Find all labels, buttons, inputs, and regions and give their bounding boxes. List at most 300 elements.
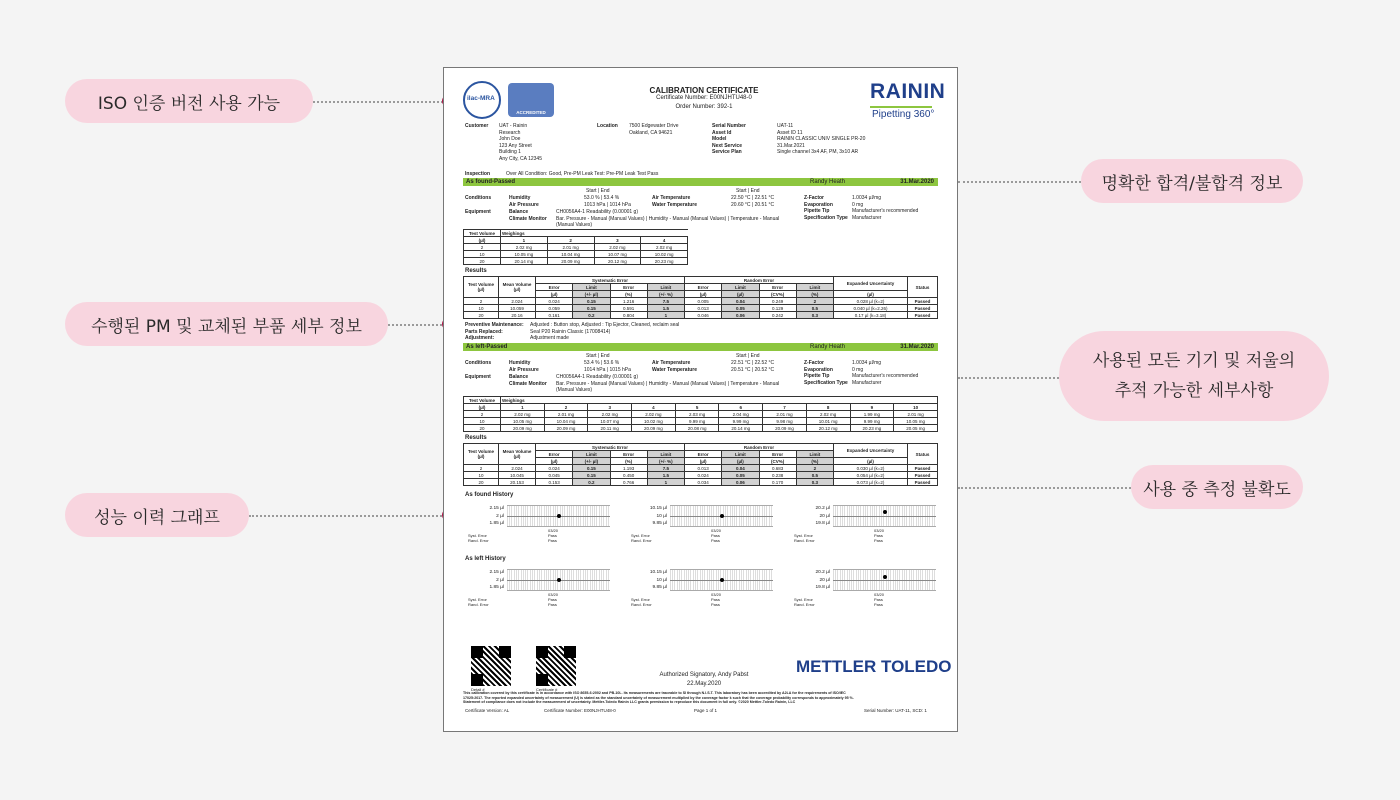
specification-type-value: Manufacturer <box>852 379 882 386</box>
customer-line: Any City, CA 12345 <box>499 155 542 162</box>
cell: 2.02 mg <box>641 244 688 251</box>
cell: 20.14 mg <box>501 258 548 265</box>
preventive-maintenance-label: Preventive Maintenance: <box>465 322 524 328</box>
sub-head: Limit <box>796 284 833 291</box>
y-tick-label: 2.15 µl <box>489 506 504 511</box>
cell: 0.024 <box>685 472 722 479</box>
history-chart-left-20ul <box>790 569 940 593</box>
sub-head: Limit <box>722 451 759 458</box>
cell: 2.01 mg <box>894 411 938 418</box>
cell: 0.054 µl (k=2) <box>834 472 908 479</box>
serial-number-label: Serial Number <box>712 123 746 129</box>
fine-print-line: This calibration covered by this certificate is in accordance with ISO 8655-6:2002 and PB-10L. Its measurements are traceable to SI through N.I.S.T. This laboratory has been accredited by A2LA for the requirements of ISO/IEC <box>463 691 846 695</box>
sub-head: Limit <box>796 451 833 458</box>
cell: 2.02 mg <box>588 411 632 418</box>
cell: 0.450 <box>610 472 647 479</box>
adjustment-label: Adjustment: <box>465 335 495 341</box>
results-head-systematic: Systematic Error <box>536 444 685 451</box>
water-temperature-label: Water Temperature <box>652 202 698 208</box>
unit: (+/- µl) <box>573 291 610 298</box>
cell: 2 <box>796 298 833 305</box>
found-startend-1: Start | End <box>586 188 610 194</box>
sub-head: Error <box>536 284 573 291</box>
cell: 2.02 mg <box>501 411 545 418</box>
cell: 20.23 mg <box>641 258 688 265</box>
plot-area <box>507 505 610 527</box>
location-label: Location <box>597 123 618 129</box>
status-cell: Passed <box>908 298 938 305</box>
cell: 0.013 <box>685 465 722 472</box>
history-values <box>548 592 558 607</box>
z-factor-value: 1.0034 µl/mg <box>852 360 882 366</box>
as-found-status-bar <box>463 178 938 186</box>
callout-pm: 수행된 PM 및 교체된 부품 세부 정보 <box>65 302 388 346</box>
callout-graph: 성능 이력 그래프 <box>65 493 249 537</box>
rainin-underline <box>870 106 932 108</box>
y-tick-label: 2 µl <box>496 513 504 519</box>
cell: 2.02 mg <box>806 411 850 418</box>
found-spec-values <box>852 195 918 221</box>
history-date: 03/20 <box>874 592 885 597</box>
as-left-history-title: As left History <box>465 556 506 562</box>
y-tick-labels <box>464 505 504 528</box>
cell: 2.01 mg <box>544 411 588 418</box>
history-row-labels <box>794 533 815 543</box>
rand-error-label: Rand. Error <box>794 538 815 543</box>
cell: 0.3 <box>796 312 833 319</box>
table-row <box>464 411 938 418</box>
history-pass: Pass <box>874 533 883 538</box>
qr-certificate-label: Certificate # <box>536 687 558 692</box>
left-conditions-label: Conditions <box>465 360 492 366</box>
cell: 2.03 mg <box>675 411 719 418</box>
pipette-tip-value: Manufacturer's recommended <box>852 208 919 214</box>
history-chart-found-2ul <box>464 505 614 529</box>
sub-head: Limit <box>647 284 684 291</box>
cell: 20.23 mg <box>850 425 894 432</box>
y-tick-label: 10.15 µl <box>649 506 667 511</box>
plot-area <box>670 505 773 527</box>
evaporation-value: 0 mg <box>852 366 864 373</box>
z-factor-label: Z-Factor <box>804 195 824 201</box>
syst-error-label: Syst. Error <box>794 533 813 538</box>
cell: 20.08 mg <box>675 425 719 432</box>
cell: 10.02 mg <box>641 251 688 258</box>
sub-head: Limit <box>647 451 684 458</box>
y-tick-label: 20 µl <box>819 577 830 583</box>
as-left-weighings-table <box>463 396 938 432</box>
customer-line: Research <box>499 129 521 136</box>
left-air-temperature-value: 22.51 °C | 22.52 °C <box>731 360 775 366</box>
cell: 20 <box>464 425 501 432</box>
table-row <box>464 418 938 425</box>
cell: 20.09 mg <box>547 258 594 265</box>
status-cell: Passed <box>908 312 938 319</box>
cell: 20.09 mg <box>544 425 588 432</box>
cell: 10 <box>464 418 501 425</box>
unit: (%) <box>610 458 647 465</box>
cell: 0.2 <box>573 312 610 319</box>
table-row <box>464 312 938 319</box>
customer-line: Building 1 <box>499 149 521 155</box>
plot-area <box>833 569 936 591</box>
connector-iso <box>313 101 447 103</box>
cell: 10.02 mg <box>632 418 676 425</box>
cell: 0.249 <box>759 298 796 305</box>
cell: 0.05 <box>722 472 759 479</box>
history-pass: Pass <box>874 597 883 602</box>
inspection-label: Inspection <box>465 171 491 177</box>
asset-labels <box>712 123 772 156</box>
unit: (%) <box>796 291 833 298</box>
y-tick-label: 10 µl <box>656 577 667 583</box>
cell: 2 <box>464 465 499 472</box>
cell: 0.028 µl (k=2) <box>834 298 908 305</box>
y-tick-label: 2.15 µl <box>489 570 504 575</box>
history-values <box>711 528 721 543</box>
data-point <box>557 578 561 582</box>
z-factor-value: 1.0034 µl/mg <box>852 195 882 201</box>
fine-print <box>463 691 941 705</box>
results-head-volume: Test Volume (µl) <box>464 444 499 465</box>
weigh-head-volume: Test Volume <box>464 230 501 237</box>
left-spec-values <box>852 360 918 386</box>
serial-number-value: UAT-11 <box>777 123 794 129</box>
cell: 20.05 mg <box>894 425 938 432</box>
history-values <box>548 528 558 543</box>
table-row <box>464 479 938 486</box>
history-pass: Pass <box>711 538 720 543</box>
cell: 0.059 <box>536 305 573 312</box>
history-pass: Pass <box>711 533 720 538</box>
y-tick-label: 2 µl <box>496 577 504 583</box>
air-temperature-label: Air Temperature <box>652 195 691 201</box>
y-tick-labels <box>464 569 504 592</box>
callout-uncertainty: 사용 중 측정 불확도 <box>1131 465 1303 509</box>
y-tick-label: 20 µl <box>819 513 830 519</box>
unit: (µl) <box>536 458 573 465</box>
evaporation-label: Evaporation <box>804 366 833 373</box>
cell: 0.073 µl (k=2) <box>834 479 908 486</box>
cell: 0.170 <box>759 479 796 486</box>
as-found-results-title: Results <box>465 268 487 274</box>
cell: 9.98 mg <box>763 418 807 425</box>
history-date: 03/20 <box>711 592 722 597</box>
rand-error-label: Rand. Error <box>468 538 489 543</box>
unit: (µl) <box>722 291 759 298</box>
rand-error-label: Rand. Error <box>468 602 489 607</box>
rainin-tagline: Pipetting 360° <box>872 109 935 120</box>
cell: 20.12 mg <box>594 258 641 265</box>
service-plan-label: Service Plan <box>712 149 742 155</box>
cell: 0.024 <box>536 465 573 472</box>
cell: 0.591 <box>610 305 647 312</box>
table-row <box>464 425 938 432</box>
next-service-label: Next Service <box>712 142 743 149</box>
signature-date: 22.May.2020 <box>686 681 722 687</box>
left-air-pressure-label: Air Pressure <box>509 367 539 373</box>
serial-number-footer: Serial Number: UAT-11, SCD: 1 <box>864 708 927 713</box>
cell: 7.5 <box>647 298 684 305</box>
data-point <box>883 575 887 579</box>
qr-detail-label: Detail # <box>471 687 485 692</box>
cell: 0.046 <box>685 312 722 319</box>
history-chart-found-10ul <box>627 505 777 529</box>
pipette-tip-label: Pipette Tip <box>804 373 830 379</box>
climate-monitor-label: Climate Monitor <box>509 216 547 222</box>
y-tick-label: 20.2 µl <box>815 570 830 575</box>
qr-code-certificate <box>536 646 576 686</box>
history-pass: Pass <box>711 602 720 607</box>
status-cell: Passed <box>908 465 938 472</box>
cell: 1 <box>647 479 684 486</box>
cell: 20.153 <box>499 479 536 486</box>
cell: 0.3 <box>796 479 833 486</box>
plot-area <box>833 505 936 527</box>
history-row-labels <box>468 597 489 607</box>
history-values <box>711 592 721 607</box>
as-found-date: 31.Mar.2020 <box>900 179 934 185</box>
climate-monitor-value-2: (Manual Values) <box>556 222 593 228</box>
cell: 10 <box>464 472 499 479</box>
cell: 0.034 <box>685 479 722 486</box>
left-climate-monitor-value: Bar. Pressure - Manual (Manual Values) | Humidity - Manual (Manual Values) | Temperature - Manual <box>556 381 780 387</box>
y-tick-labels <box>627 505 667 528</box>
balance-label: Balance <box>509 209 529 215</box>
pipette-tip-value: Manufacturer's recommended <box>852 373 919 379</box>
evaporation-value: 0 mg <box>852 201 864 208</box>
history-date: 03/20 <box>548 592 559 597</box>
cell: 0.15 <box>573 465 610 472</box>
left-climate-monitor-value-2: (Manual Values) <box>556 387 593 393</box>
model-value: RAININ CLASSIC UNIV SINGLE PR-20 <box>777 136 866 142</box>
calibration-certificate <box>443 67 958 732</box>
cell: 10.045 <box>499 472 536 479</box>
location-line: Oakland, CA 94621 <box>629 129 673 136</box>
table-row <box>464 258 688 265</box>
results-head-uncertainty: Expanded Uncertainty <box>834 444 908 458</box>
results-head-random: Random Error <box>685 277 834 284</box>
cell: 0.005 <box>685 298 722 305</box>
status-cell: Passed <box>908 472 938 479</box>
history-row-labels <box>631 597 652 607</box>
as-left-status: As left-Passed <box>466 344 508 350</box>
weigh-head-unit: (µl) <box>464 237 501 244</box>
air-pressure-label: Air Pressure <box>509 202 539 208</box>
left-equipment-label: Equipment <box>465 374 491 380</box>
cell: 20.09 mg <box>763 425 807 432</box>
order-number: Order Number: 392-1 <box>675 104 733 110</box>
cell: 10.059 <box>499 305 536 312</box>
y-tick-labels <box>790 505 830 528</box>
maint-labels <box>465 322 524 342</box>
cell: 10.07 mg <box>588 418 632 425</box>
cell: 0.161 <box>536 312 573 319</box>
unit: (CV%) <box>759 291 796 298</box>
results-head-status: Status <box>908 277 938 298</box>
connector-trace <box>958 377 1059 379</box>
as-found-status: As found-Passed <box>466 179 516 185</box>
left-water-temperature-value: 20.51 °C | 20.52 °C <box>731 367 775 373</box>
rainin-logo: RAININ <box>870 80 946 103</box>
data-point <box>720 514 724 518</box>
cell: 20.14 mg <box>719 425 763 432</box>
certificate-title: CALIBRATION CERTIFICATE <box>649 86 759 95</box>
cell: 0.238 <box>759 472 796 479</box>
cell: 10.04 mg <box>547 251 594 258</box>
signatory: Authorized Signatory, Andy Pabst <box>659 672 749 678</box>
results-head-mean: Mean Volume (µl) <box>499 444 536 465</box>
weigh-head-weighings: Weighings <box>501 397 938 404</box>
as-found-results-table <box>463 276 938 319</box>
model-label: Model <box>712 136 727 142</box>
connector-passfail <box>958 181 1081 183</box>
table-row <box>464 244 688 251</box>
y-tick-label: 1.85 µl <box>489 585 504 590</box>
data-point <box>720 578 724 582</box>
balance-value: CH0056A4-1 Readability (0.00001 g) <box>556 209 638 215</box>
found-startend-2: Start | End <box>736 188 760 194</box>
table-row <box>464 298 938 305</box>
weigh-head-weighings: Weighings <box>501 230 688 237</box>
cell: 2.02 mg <box>594 244 641 251</box>
unit: (µl) <box>685 291 722 298</box>
fine-print-line: Statement of compliance does not include the measurement of uncertainty. Mettler-Toledo Rainin LLC grants permission to reproduce this document in full only. ©2020 Mettler-Toledo Rainin, LLC <box>463 700 796 704</box>
unit: (µl) <box>834 291 908 298</box>
plot-area <box>670 569 773 591</box>
unit: (%) <box>796 458 833 465</box>
table-row <box>464 251 688 258</box>
sub-head: Error <box>759 451 796 458</box>
maint-values <box>530 322 679 342</box>
cell: 20.11 mg <box>588 425 632 432</box>
weigh-head: 9 <box>850 404 894 411</box>
cell: 9.99 mg <box>850 418 894 425</box>
unit: (µl) <box>685 458 722 465</box>
sub-head: Error <box>685 451 722 458</box>
status-cell: Passed <box>908 305 938 312</box>
cell: 2 <box>464 298 499 305</box>
a2la-logo-text: ACCREDITED <box>516 109 546 115</box>
cell: 20.09 mg <box>632 425 676 432</box>
cell: 10.01 mg <box>806 418 850 425</box>
rand-error-label: Rand. Error <box>631 602 652 607</box>
as-left-date: 31.Mar.2020 <box>900 344 934 350</box>
sub-head: Limit <box>573 284 610 291</box>
cell: 20.12 mg <box>806 425 850 432</box>
plot-area <box>507 569 610 591</box>
left-water-temperature-label: Water Temperature <box>652 367 698 373</box>
cell: 10.05 mg <box>894 418 938 425</box>
unit: (CV%) <box>759 458 796 465</box>
pipette-tip-label: Pipette Tip <box>804 208 830 214</box>
callout-trace-line1: 사용된 모든 기기 및 저울의 <box>1092 351 1296 371</box>
asset-id-value: Asset ID 11 <box>777 129 803 136</box>
cell: 2.04 mg <box>719 411 763 418</box>
cell: 20 <box>464 312 499 319</box>
cell: 0.804 <box>610 312 647 319</box>
z-factor-label: Z-Factor <box>804 360 824 366</box>
y-tick-labels <box>790 569 830 592</box>
cell: 2 <box>464 244 501 251</box>
location-line: 7500 Edgewater Drive <box>629 123 679 129</box>
cell: 20 <box>464 258 501 265</box>
history-row-labels <box>468 533 489 543</box>
cell: 2.02 mg <box>501 244 548 251</box>
results-head-volume: Test Volume (µl) <box>464 277 499 298</box>
cell: 0.024 <box>536 298 573 305</box>
weigh-head: 3 <box>588 404 632 411</box>
found-spec-labels <box>804 195 848 221</box>
cell: 1.99 mg <box>850 411 894 418</box>
cell: 10 <box>464 251 501 258</box>
connector-graph <box>249 515 446 517</box>
results-head-status: Status <box>908 444 938 465</box>
cell: 0.17 µl (k=3.18) <box>834 312 908 319</box>
cell: 9.99 mg <box>675 418 719 425</box>
unit: (%) <box>610 291 647 298</box>
service-plan-value: Single channel 3x4 AF, PM, 3x10 AR <box>777 149 859 155</box>
weigh-head-1: 1 <box>501 237 548 244</box>
cell: 0.04 <box>722 298 759 305</box>
history-pass: Pass <box>711 597 720 602</box>
cell: 0.5 <box>796 305 833 312</box>
water-temperature-value: 20.60 °C | 20.51 °C <box>731 202 775 208</box>
unit: (µl) <box>536 291 573 298</box>
customer-label: Customer <box>465 123 489 129</box>
left-balance-label: Balance <box>509 374 529 380</box>
humidity-value: 53.0 % | 53.4 % <box>584 195 620 201</box>
weigh-head: 2 <box>544 404 588 411</box>
rand-error-label: Rand. Error <box>794 602 815 607</box>
left-air-temperature-label: Air Temperature <box>652 360 691 366</box>
rand-error-label: Rand. Error <box>631 538 652 543</box>
cell: 10 <box>464 305 499 312</box>
ilac-logo <box>463 81 501 119</box>
inspection-text: Over All Condition: Good, Pre-PM Leak Test: Pre-PM Leak Test Pass <box>506 171 659 177</box>
history-row-labels <box>794 597 815 607</box>
cell: 0.06 <box>722 312 759 319</box>
parts-replaced-label: Parts Replaced: <box>465 328 503 335</box>
history-date: 03/20 <box>548 528 559 533</box>
customer-line: John Doe <box>499 136 521 142</box>
data-point <box>557 514 561 518</box>
preventive-maintenance-value: Adjusted : Button stop, Adjusted : Tip Ejector, Cleaned, reclaim seal <box>530 322 680 328</box>
sub-head: Limit <box>722 284 759 291</box>
cell: 20.09 mg <box>501 425 545 432</box>
cell: 2.01 mg <box>763 411 807 418</box>
certificate-number-footer: Certificate Number: E00NJHTU48-0 <box>544 708 616 713</box>
y-tick-label: 10.15 µl <box>649 570 667 575</box>
data-point <box>883 510 887 514</box>
left-humidity-value: 53.4 % | 53.6 % <box>584 360 620 366</box>
table-row <box>464 305 938 312</box>
cell: 0.153 <box>536 479 573 486</box>
weigh-head-4: 4 <box>641 237 688 244</box>
cell: 2.02 mg <box>632 411 676 418</box>
cell: 0.030 µl (k=2) <box>834 465 908 472</box>
left-climate-monitor-label: Climate Monitor <box>509 381 547 387</box>
cell: 0.766 <box>610 479 647 486</box>
as-found-technician: Randy Heath <box>810 179 846 185</box>
y-tick-labels <box>627 569 667 592</box>
syst-error-label: Syst. Error <box>468 597 487 602</box>
cell: 0.242 <box>759 312 796 319</box>
weigh-head: 10 <box>894 404 938 411</box>
specification-type-label: Specification Type <box>804 214 848 221</box>
cell: 9.99 mg <box>719 418 763 425</box>
y-tick-label: 9.85 µl <box>652 585 667 590</box>
